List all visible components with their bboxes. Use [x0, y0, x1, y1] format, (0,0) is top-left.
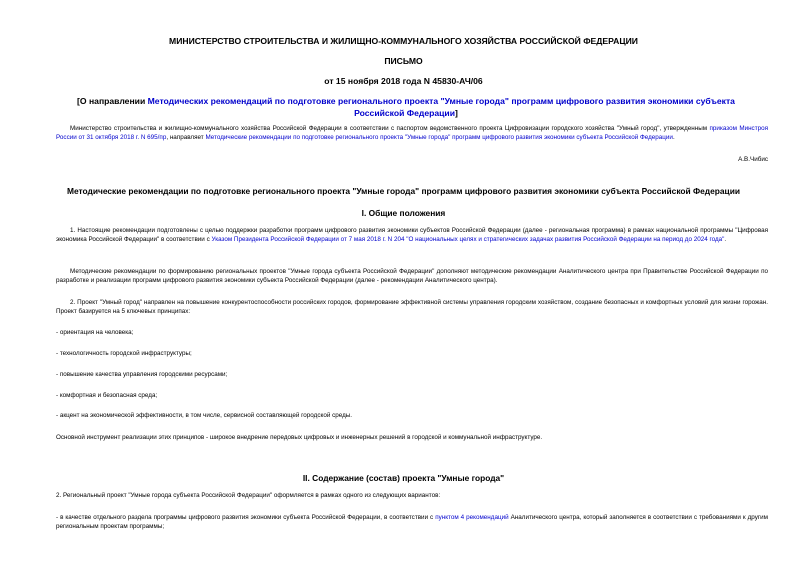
list-item: - комфортная и безопасная среда; [56, 392, 158, 399]
section-1-paragraph-4: Основной инструмент реализации этих принципов - широкое внедрение передовых цифровых и инженерных решений в городской и коммунальной инфраструктуре. [56, 434, 543, 441]
subject-link[interactable]: Методических рекомендаций по подготовке регионального проекта "Умные города" программ цифрового развития экономики субъекта Российской Федерации [147, 96, 735, 118]
section-2-paragraph-2: - в качестве отдельного раздела программы цифрового развития экономики субъекта Российской Федерации, в соответствии с пунктом 4 рекомендаций Аналитического центра, который заполняется в соответствии с требованиями к другим региональным проектам программы; [56, 514, 768, 531]
document-type: ПИСЬМО [384, 56, 423, 66]
list-item: - акцент на экономической эффективности, в том числе, сервисной составляющей городской среды. [56, 412, 353, 419]
document-date-number: от 15 ноября 2018 года N 45830-АЧ/06 [324, 76, 483, 86]
letter-body-paragraph: Министерство строительства и жилищно-коммунального хозяйства Российской Федерации в соответствии с паспортом ведомственного проекта Цифровизации городского хозяйства "Умный город", утвержденным приказом Минстроя России от 31 октября 2018 г. N 695/пр, направляет Методические рекомендации по подготовке регионального проекта "Умные города" программ цифрового развития экономики субъекта Российской Федерации. [56, 125, 769, 142]
section-1-paragraph-3: 2. Проект "Умный город" направлен на повышение конкурентоспособности российских городов, формирование эффективной системы управления городским хозяйством, создание безопасных и комфортных условий для жизни горожан. Проект базируется на 5 ключевых принципах: [56, 299, 768, 316]
section-1-paragraph-1: 1. Настоящие рекомендации подготовлены с целью поддержки разработки программ цифрового развития экономики субъектов Российской Федерации (далее - региональная программа) в рамках национальной программы "Цифровая экономика Российской Федерации" в соответствии с Указом Президента Российской Федерации от 7 мая 2018 г. N 204 "О национальных целях и стратегических задачах развития Российской Федерации на период до 2024 года". [56, 227, 768, 244]
signature: А.В.Чибис [738, 156, 768, 163]
document-subject: [О направлении Методических рекомендаций по подготовке регионального проекта "Умные города" программ цифрового развития экономики субъекта Российской Федерации] [77, 96, 735, 118]
ministry-title: МИНИСТЕРСТВО СТРОИТЕЛЬСТВА И ЖИЛИЩНО-КОММУНАЛЬНОГО ХОЗЯЙСТВА РОССИЙСКОЙ ФЕДЕРАЦИИ [169, 36, 638, 46]
list-item: - технологичность городской инфраструктуры; [56, 350, 192, 357]
list-item: - ориентация на человека; [56, 329, 134, 336]
decree-link[interactable]: Указом Президента Российской Федерации от 7 мая 2018 г. N 204 "О национальных целях и стратегических задачах развития Российской Федерации на период до 2024 года" [211, 236, 725, 244]
section-2-paragraph-1: 2. Региональный проект "Умные города субъекта Российской Федерации" оформляется в рамках одного из следующих вариантов: [56, 492, 441, 499]
section-1-heading: I. Общие положения [361, 208, 446, 218]
section-1-paragraph-2: Методические рекомендации по формированию региональных проектов "Умные города субъекта Российской Федерации" дополняют методические рекомендации Аналитического центра при Правительстве Российской Федерации по разработке и реализации программ цифрового развития экономики субъекта Российской Федерации (далее - рекомендации Аналитического центра). [56, 268, 768, 285]
clause-4-link[interactable]: пунктом 4 рекомендаций [435, 514, 509, 521]
section-2-heading: II. Содержание (состав) проекта "Умные города" [302, 473, 505, 483]
list-item: - повышение качества управления городскими ресурсами; [56, 371, 228, 378]
recommendations-link[interactable]: Методические рекомендации по подготовке регионального проекта "Умные города" программ цифрового развития экономики субъекта Российской Федерации [205, 134, 673, 142]
order-link[interactable]: приказом Минстроя России от 31 октября 2018 г. N 695/пр [56, 125, 769, 142]
recommendations-title: Методические рекомендации по подготовке регионального проекта "Умные города" программ цифрового развития экономики субъекта Российской Федерации [66, 186, 740, 196]
